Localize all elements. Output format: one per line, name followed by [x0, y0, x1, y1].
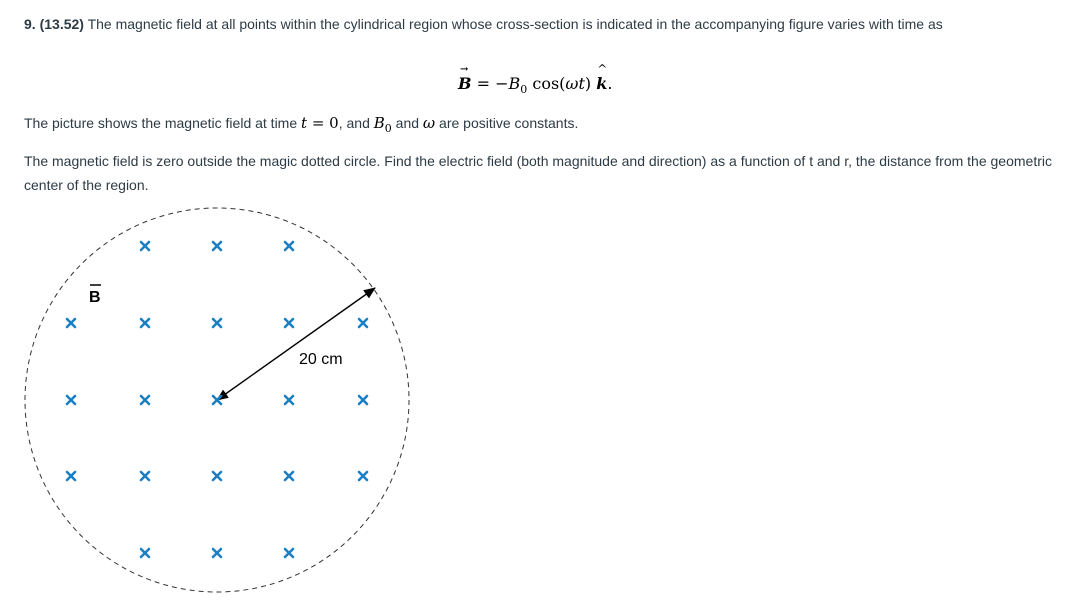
b-vector: → B [458, 64, 472, 93]
p2-text-a: The picture shows the magnetic field at time [24, 115, 302, 131]
x-mark-icon [213, 396, 221, 404]
eq-coef: B [508, 74, 521, 93]
p2-text-c: and [391, 115, 423, 131]
p2-b0-sub: 0 [384, 121, 392, 135]
eq-coef-sub: 0 [520, 83, 528, 97]
x-mark-icon [67, 319, 75, 327]
eq-arg: ωt [565, 74, 585, 93]
radius-arrow [217, 288, 375, 400]
x-mark-icon [359, 396, 367, 404]
x-mark-icon [141, 242, 149, 250]
x-mark-icon [213, 472, 221, 480]
p2-b0: B [373, 114, 385, 132]
problem-source: (13.52) [39, 16, 84, 32]
paragraph-initial-conditions [24, 113, 1064, 139]
p2-t: t [301, 114, 308, 132]
k-hat: ^ k [596, 62, 608, 93]
p2-omega: ω [422, 114, 436, 132]
eq-close: ) [584, 74, 592, 93]
problem-number: 9. [24, 16, 36, 32]
eq-equals: = − [471, 74, 509, 93]
radius-label: 20 cm [299, 351, 343, 368]
field-equation [458, 62, 613, 97]
x-mark-icon [141, 319, 149, 327]
x-mark-icon [285, 472, 293, 480]
x-mark-icon [141, 396, 149, 404]
x-mark-icon [285, 549, 293, 557]
problem-intro: The magnetic field at all points within the cylindrical region whose cross-section is indicated in the accompanying figure varies with time as [87, 16, 943, 32]
x-mark-icon [141, 472, 149, 480]
x-mark-icon [359, 319, 367, 327]
problem-statement [24, 14, 1064, 34]
x-mark-icon [213, 319, 221, 327]
x-mark-icon [213, 549, 221, 557]
p2-text-d: are positive constants. [435, 115, 579, 131]
field-label: B [89, 289, 101, 306]
field-into-page-marks [67, 242, 367, 557]
x-mark-icon [67, 472, 75, 480]
p2-text-b: , and [338, 115, 374, 131]
x-mark-icon [359, 472, 367, 480]
paragraph-task: The magnetic field is zero outside the magic dotted circle. Find the electric field (both magnitude and direction) as a function of t and r, the distance from the geometric center of the region. [24, 153, 1052, 193]
p2-t-eq: = 0 [307, 114, 339, 132]
x-mark-icon [67, 396, 75, 404]
eq-period: . [607, 74, 613, 93]
x-mark-icon [141, 549, 149, 557]
eq-func: cos( [527, 74, 566, 93]
x-mark-icon [213, 242, 221, 250]
x-mark-icon [285, 319, 293, 327]
x-mark-icon [285, 396, 293, 404]
x-mark-icon [285, 242, 293, 250]
field-figure [0, 198, 430, 604]
